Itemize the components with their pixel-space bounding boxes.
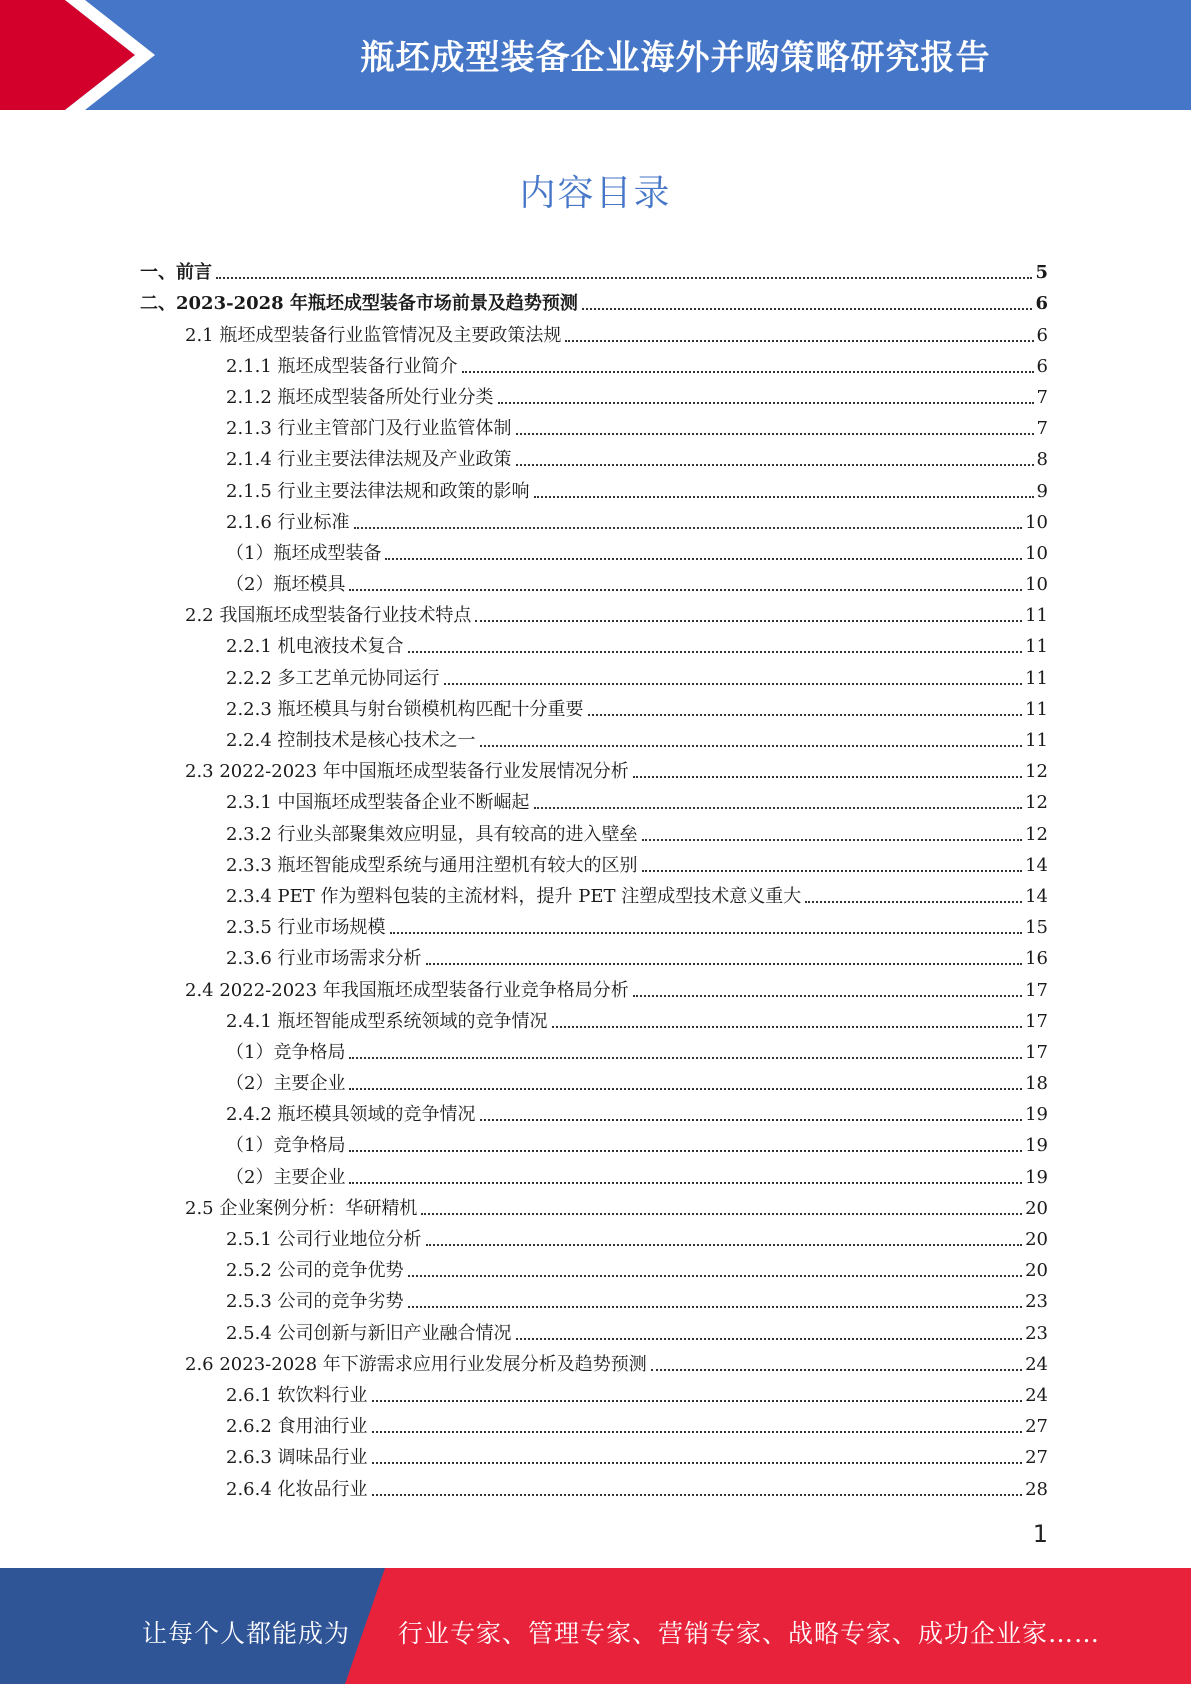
toc-entry[interactable] (140, 658, 1048, 689)
toc-entry-page: 16 (1025, 948, 1048, 970)
toc-entry[interactable] (140, 627, 1048, 658)
toc-entry-label: （2）主要企业 (226, 1073, 346, 1095)
toc-leader-dots (534, 806, 1023, 809)
toc-entry[interactable] (140, 440, 1048, 471)
toc-entry-label: 2.1.2 瓶坯成型装备所处行业分类 (226, 386, 494, 408)
toc-entry[interactable] (140, 752, 1048, 783)
toc-entry-label: 2.2.3 瓶坯模具与射台锁模机构匹配十分重要 (226, 698, 584, 720)
toc-entry-label: （1）竞争格局 (226, 1041, 346, 1063)
page-footer (0, 1568, 1191, 1684)
toc-entry-page: 23 (1025, 1322, 1048, 1344)
toc-entry[interactable] (140, 1126, 1048, 1157)
toc-entry[interactable] (140, 1376, 1048, 1407)
toc-leader-dots (633, 994, 1022, 997)
toc-leader-dots (475, 619, 1022, 622)
toc-leader-dots (516, 432, 1034, 435)
toc-entry-page: 20 (1025, 1260, 1048, 1282)
toc-entry-page: 17 (1025, 1041, 1048, 1063)
toc-leader-dots (372, 1461, 1023, 1464)
toc-entry[interactable] (140, 284, 1048, 315)
toc-entry[interactable] (140, 471, 1048, 502)
toc-entry[interactable] (140, 1438, 1048, 1469)
toc-entry-label: 2.1 瓶坯成型装备行业监管情况及主要政策法规 (185, 324, 562, 346)
toc-entry[interactable] (140, 970, 1048, 1001)
toc-entry[interactable] (140, 315, 1048, 346)
toc-leader-dots (498, 401, 1034, 404)
toc-entry-page: 10 (1025, 542, 1048, 564)
toc-entry-label: 2.3.5 行业市场规模 (226, 917, 386, 939)
toc-entry[interactable] (140, 1002, 1048, 1033)
toc-entry-page: 20 (1025, 1197, 1048, 1219)
toc-entry-page: 12 (1025, 823, 1048, 845)
toc-leader-dots (651, 1368, 1022, 1371)
toc-entry-label: 2.3.3 瓶坯智能成型系统与通用注塑机有较大的区别 (226, 854, 638, 876)
toc-leader-dots (565, 339, 1033, 342)
toc-leader-dots (444, 682, 1023, 685)
toc-entry[interactable] (140, 1220, 1048, 1251)
page-header (0, 0, 1191, 110)
toc-entry[interactable] (140, 721, 1048, 752)
toc-entry-page: 5 (1035, 262, 1048, 284)
toc-entry[interactable] (140, 596, 1048, 627)
toc-entry[interactable] (140, 1157, 1048, 1188)
toc-entry-label: 2.3.2 行业头部聚集效应明显，具有较高的进入壁垒 (226, 823, 638, 845)
toc-leader-dots (216, 276, 1032, 279)
toc-leader-dots (385, 557, 1022, 560)
toc-entry-label: 2.5.1 公司行业地位分析 (226, 1229, 422, 1250)
toc-entry-label: 2.6.1 软饮料行业 (226, 1384, 368, 1406)
toc-leader-dots (372, 1430, 1023, 1433)
toc-entry-page: 27 (1025, 1447, 1048, 1469)
toc-leader-dots (349, 1149, 1022, 1152)
toc-entry-label: （1）竞争格局 (226, 1135, 346, 1157)
toc-entry-label: 2.5.2 公司的竞争优势 (226, 1260, 404, 1282)
toc-entry-label: 2.4.1 瓶坯智能成型系统领域的竞争情况 (226, 1010, 548, 1032)
toc-entry[interactable] (140, 1189, 1048, 1220)
toc-leader-dots (426, 962, 1023, 965)
report-title: 瓶坯成型装备企业海外并购策略研究报告 (360, 38, 991, 78)
toc-entry-label: 2.2.4 控制技术是核心技术之一 (226, 730, 476, 751)
toc-entry[interactable] (140, 846, 1048, 877)
toc-leader-dots (480, 744, 1023, 747)
toc-entry-page: 27 (1025, 1416, 1048, 1438)
toc-entry-label: 2.1.3 行业主管部门及行业监管体制 (226, 418, 512, 440)
toc-entry-page: 19 (1025, 1104, 1048, 1126)
toc-leader-dots (408, 1274, 1023, 1277)
toc-entry[interactable] (140, 347, 1048, 378)
toc-entry-label: 二、2023-2028 年瓶坯成型装备市场前景及趋势预测 (140, 293, 578, 315)
toc-entry-page: 6 (1036, 324, 1048, 346)
toc-entry[interactable] (140, 565, 1048, 596)
toc-entry-label: 一、前言 (140, 262, 212, 284)
toc-leader-dots (390, 931, 1023, 934)
toc-entry-label: 2.6 2023-2028 年下游需求应用行业发展分析及趋势预测 (185, 1353, 647, 1375)
toc-entry[interactable] (140, 1282, 1048, 1313)
toc-entry-page: 12 (1025, 761, 1048, 783)
toc-entry[interactable] (140, 253, 1048, 284)
toc-entry-label: 2.6.4 化妆品行业 (226, 1478, 368, 1500)
toc-entry-label: 2.6.2 食用油行业 (226, 1416, 368, 1438)
toc-entry[interactable] (140, 378, 1048, 409)
toc-leader-dots (805, 900, 1022, 903)
toc-entry-page: 14 (1025, 854, 1048, 876)
toc-entry-page: 9 (1036, 480, 1048, 502)
toc-leader-dots (421, 1212, 1022, 1215)
toc-entry[interactable] (140, 1095, 1048, 1126)
toc-leader-dots (349, 588, 1022, 591)
toc-leader-dots (633, 775, 1022, 778)
toc-entry-page: 28 (1025, 1478, 1048, 1500)
toc-leader-dots (582, 307, 1033, 310)
toc-entry-page: 19 (1025, 1135, 1048, 1157)
toc-leader-dots (588, 713, 1023, 716)
toc-leader-dots (426, 1243, 1023, 1246)
toc-entry-label: 2.4 2022-2023 年我国瓶坯成型装备行业竞争格局分析 (185, 979, 629, 1001)
toc-entry-page: 7 (1036, 386, 1048, 408)
toc-entry-label: 2.3.6 行业市场需求分析 (226, 948, 422, 970)
toc-leader-dots (462, 370, 1034, 373)
toc-entry-page: 14 (1025, 885, 1048, 907)
toc-leader-dots (534, 495, 1034, 498)
toc-entry-label: 2.1.6 行业标准 (226, 511, 350, 533)
footer-slogan-left: 让每个人都能成为 (142, 1619, 351, 1648)
toc-entry-label: 2.2.2 多工艺单元协同运行 (226, 667, 440, 689)
toc-leader-dots (349, 1181, 1022, 1184)
toc-entry[interactable] (140, 1033, 1048, 1064)
toc-entry[interactable] (140, 1251, 1048, 1282)
toc-entry-label: （2）瓶坯模具 (226, 574, 346, 596)
toc-entry-label: 2.5.4 公司创新与新旧产业融合情况 (226, 1322, 512, 1344)
toc-entry[interactable] (140, 877, 1048, 908)
toc-entry-page: 11 (1025, 636, 1048, 658)
toc-entry[interactable] (140, 1469, 1048, 1500)
toc-entry-label: 2.4.2 瓶坯模具领域的竞争情况 (226, 1104, 476, 1126)
toc-entry-page: 11 (1025, 730, 1048, 751)
toc-entry[interactable] (140, 1064, 1048, 1095)
toc-entry-page: 10 (1025, 511, 1048, 533)
toc-entry-page: 8 (1036, 449, 1048, 471)
table-of-contents (140, 253, 1048, 1501)
toc-entry-page: 10 (1025, 574, 1048, 596)
toc-entry-label: 2.6.3 调味品行业 (226, 1447, 368, 1469)
toc-entry-page: 17 (1025, 1010, 1048, 1032)
toc-entry-page: 19 (1025, 1166, 1048, 1188)
toc-entry[interactable] (140, 814, 1048, 845)
toc-entry-page: 17 (1025, 979, 1048, 1001)
toc-leader-dots (372, 1493, 1023, 1496)
toc-entry-label: 2.2 我国瓶坯成型装备行业技术特点 (185, 605, 472, 627)
toc-entry-page: 11 (1025, 667, 1048, 689)
toc-entry-label: （2）主要企业 (226, 1166, 346, 1188)
toc-entry-page: 18 (1025, 1073, 1048, 1095)
toc-leader-dots (642, 869, 1023, 872)
toc-entry-label: 2.3.4 PET 作为塑料包装的主流材料，提升 PET 注塑成型技术意义重大 (226, 885, 802, 907)
toc-entry-page: 11 (1025, 605, 1048, 627)
toc-entry[interactable] (140, 939, 1048, 970)
toc-entry-label: 2.3 2022-2023 年中国瓶坯成型装备行业发展情况分析 (185, 761, 629, 783)
toc-entry[interactable] (140, 908, 1048, 939)
toc-entry[interactable] (140, 690, 1048, 721)
toc-entry[interactable] (140, 503, 1048, 534)
toc-entry[interactable] (140, 1345, 1048, 1376)
toc-entry-page: 24 (1025, 1384, 1048, 1406)
toc-entry-page: 6 (1036, 355, 1048, 377)
toc-leader-dots (480, 1118, 1023, 1121)
toc-leader-dots (372, 1399, 1023, 1402)
toc-entry-page: 23 (1025, 1291, 1048, 1313)
toc-entry[interactable] (140, 1313, 1048, 1344)
toc-entry[interactable] (140, 534, 1048, 565)
toc-entry-page: 12 (1025, 792, 1048, 814)
toc-leader-dots (349, 1056, 1022, 1059)
toc-leader-dots (516, 1337, 1023, 1340)
toc-entry-label: 2.5.3 公司的竞争劣势 (226, 1291, 404, 1313)
toc-leader-dots (516, 463, 1034, 466)
toc-entry-label: 2.3.1 中国瓶坯成型装备企业不断崛起 (226, 792, 530, 814)
toc-entry-page: 20 (1025, 1229, 1048, 1250)
toc-entry-page: 6 (1035, 293, 1048, 315)
toc-entry-label: 2.5 企业案例分析：华研精机 (185, 1197, 418, 1219)
toc-entry[interactable] (140, 409, 1048, 440)
toc-entry-label: 2.2.1 机电液技术复合 (226, 636, 404, 658)
toc-leader-dots (552, 1025, 1023, 1028)
toc-entry-label: 2.1.1 瓶坯成型装备行业简介 (226, 355, 458, 377)
toc-entry-page: 11 (1025, 698, 1048, 720)
toc-entry-label: 2.1.5 行业主要法律法规和政策的影响 (226, 480, 530, 502)
toc-leader-dots (408, 1305, 1023, 1308)
toc-leader-dots (408, 650, 1023, 653)
toc-entry-label: （1）瓶坯成型装备 (226, 542, 382, 564)
toc-entry[interactable] (140, 1407, 1048, 1438)
toc-leader-dots (349, 1087, 1022, 1090)
toc-leader-dots (354, 526, 1023, 529)
toc-heading: 内容目录 (519, 173, 672, 214)
toc-entry[interactable] (140, 783, 1048, 814)
toc-entry-page: 7 (1036, 418, 1048, 440)
toc-entry-page: 24 (1025, 1353, 1048, 1375)
page-number: 1 (1032, 1520, 1048, 1548)
footer-slogan-right: 行业专家、管理专家、营销专家、战略专家、成功企业家…… (398, 1619, 1101, 1648)
toc-entry-page: 15 (1025, 917, 1048, 939)
toc-entry-label: 2.1.4 行业主要法律法规及产业政策 (226, 449, 512, 471)
toc-leader-dots (642, 838, 1023, 841)
